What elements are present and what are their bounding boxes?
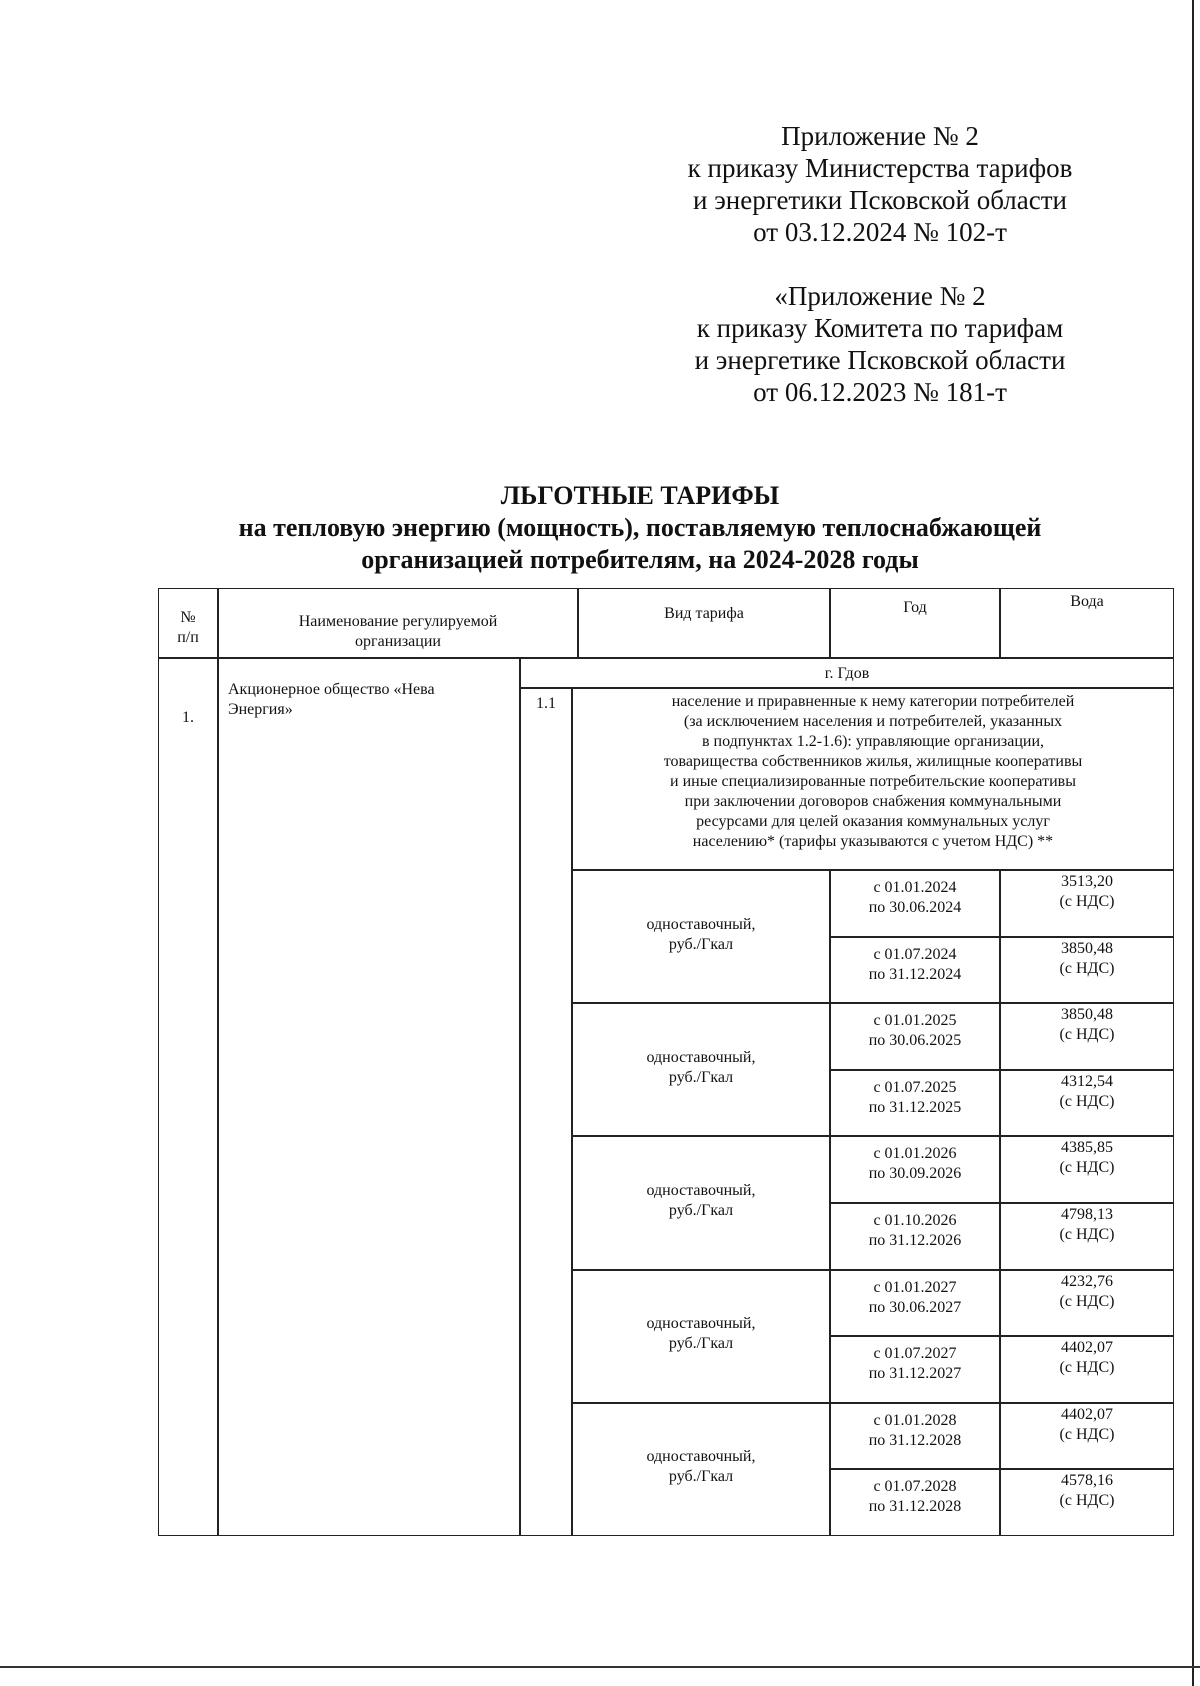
period-line: по 31.12.2028 bbox=[868, 1498, 962, 1516]
appendix-line: Приложение № 2 bbox=[781, 121, 979, 151]
period-line: с 01.07.2027 bbox=[873, 1345, 957, 1363]
tariff-value-line: (с НДС) bbox=[1059, 959, 1115, 977]
tariff-value bbox=[1000, 1338, 1174, 1378]
period-line: с 01.07.2024 bbox=[873, 945, 957, 963]
appendix-line: и энергетики Псковской области bbox=[693, 185, 1067, 215]
tariff-type-line: руб./Гкал bbox=[668, 935, 734, 953]
city-name-line: г. Гдов bbox=[824, 665, 870, 682]
tariff-type-line: одноставочный, bbox=[646, 1182, 756, 1199]
row-number-cell bbox=[158, 658, 218, 1536]
header-number bbox=[158, 608, 218, 648]
title-line: организацией потребителям, на 2024-2028 годы bbox=[361, 545, 919, 574]
tariff-value-line: (с НДС) bbox=[1059, 1026, 1115, 1044]
consumer-category-line: население и приравненные к нему категории потребителей bbox=[671, 693, 1075, 710]
city-name bbox=[520, 664, 1174, 684]
header-organization bbox=[218, 612, 578, 652]
period-line: с 01.10.2026 bbox=[873, 1212, 957, 1229]
tariff-table bbox=[158, 588, 1174, 1536]
document-title bbox=[180, 480, 1100, 576]
row-number bbox=[158, 708, 218, 728]
tariff-value-line: (с НДС) bbox=[1059, 1292, 1115, 1310]
tariff-value-line: 4232,76 bbox=[1061, 1272, 1113, 1290]
title-line: ЛЬГОТНЫЕ ТАРИФЫ bbox=[500, 481, 780, 510]
sub-number bbox=[520, 694, 572, 714]
header-organization-line: Наименование регулируемой bbox=[298, 613, 498, 630]
period-line: по 31.12.2028 bbox=[868, 1431, 962, 1449]
tariff-type-line: руб./Гкал bbox=[668, 1202, 734, 1219]
consumer-category-line: населению* (тарифы указываются с учетом НДС) ** bbox=[692, 833, 1054, 850]
tariff-type bbox=[572, 915, 830, 955]
period-line: по 31.12.2027 bbox=[868, 1365, 962, 1383]
tariff-value-line: 4312,54 bbox=[1061, 1072, 1113, 1090]
sub-number-line: 1.1 bbox=[536, 695, 556, 712]
period-line: с 01.07.2028 bbox=[873, 1478, 957, 1496]
tariff-type-line: одноставочный, bbox=[646, 1048, 756, 1066]
consumer-category-line: и иные специализированные потребительские кооперативы bbox=[670, 773, 1076, 790]
sub-number-cell bbox=[520, 688, 572, 1536]
header-water-line: Вода bbox=[1070, 593, 1104, 610]
period-line: по 30.06.2027 bbox=[868, 1298, 962, 1316]
header-water bbox=[1000, 592, 1174, 612]
tariff-value-line: 3850,48 bbox=[1061, 1006, 1113, 1024]
tariff-value-line: 4385,85 bbox=[1061, 1139, 1113, 1157]
tariff-type-line: руб./Гкал bbox=[668, 1468, 734, 1486]
period bbox=[830, 1411, 1000, 1451]
period-line: с 01.01.2027 bbox=[873, 1278, 957, 1296]
tariff-value-line: 3850,48 bbox=[1061, 939, 1113, 957]
appendix-line: к приказу Министерства тарифов bbox=[687, 153, 1073, 183]
tariff-value-line: 4402,07 bbox=[1061, 1405, 1113, 1423]
tariff-type bbox=[572, 1048, 830, 1088]
header-number-line: п/п bbox=[177, 629, 199, 646]
tariff-type-line: руб./Гкал bbox=[668, 1335, 734, 1353]
tariff-value-line: (с НДС) bbox=[1059, 1159, 1115, 1177]
period bbox=[830, 1477, 1000, 1517]
tariff-value bbox=[1000, 1072, 1174, 1112]
header-organization-line: организации bbox=[355, 633, 441, 650]
organization-name bbox=[228, 680, 516, 720]
tariff-value-line: 4798,13 bbox=[1061, 1206, 1113, 1223]
header-tariff bbox=[578, 604, 830, 624]
tariff-type-line: одноставочный, bbox=[646, 1315, 756, 1333]
header-tariff-line: Вид тарифа bbox=[664, 605, 744, 622]
tariff-type bbox=[572, 1447, 830, 1487]
header-year-line: Год bbox=[903, 599, 927, 616]
appendix-line: «Приложение № 2 bbox=[774, 281, 986, 311]
tariff-value bbox=[1000, 1272, 1174, 1312]
period-line: с 01.01.2028 bbox=[873, 1411, 957, 1429]
tariff-value-line: (с НДС) bbox=[1059, 1226, 1115, 1243]
page-edge bbox=[0, 1666, 1200, 1668]
tariff-value bbox=[1000, 1138, 1174, 1178]
appendix-line: от 03.12.2024 № 102-т bbox=[753, 217, 1007, 247]
appendix-header bbox=[640, 120, 1120, 248]
consumer-category-line: в подпунктах 1.2-1.6): управляющие организации, bbox=[701, 733, 1045, 750]
tariff-value-line: (с НДС) bbox=[1059, 1492, 1115, 1510]
period bbox=[830, 945, 1000, 985]
consumer-category-line: товарищества собственников жилья, жилищные кооперативы bbox=[663, 753, 1083, 770]
tariff-value bbox=[1000, 1205, 1174, 1245]
tariff-value bbox=[1000, 1005, 1174, 1045]
period-line: по 31.12.2025 bbox=[868, 1098, 962, 1116]
header-number-line: № bbox=[180, 609, 196, 626]
appendix-line: от 06.12.2023 № 181-т bbox=[753, 377, 1007, 407]
tariff-value bbox=[1000, 939, 1174, 979]
period-line: по 31.12.2026 bbox=[868, 1232, 962, 1249]
period-line: по 31.12.2024 bbox=[868, 965, 962, 983]
tariff-value-line: (с НДС) bbox=[1059, 893, 1115, 910]
period bbox=[830, 1011, 1000, 1051]
tariff-value-line: 3513,20 bbox=[1061, 873, 1113, 890]
period bbox=[830, 1078, 1000, 1118]
organization-cell bbox=[218, 658, 520, 1536]
tariff-type-line: руб./Гкал bbox=[668, 1068, 734, 1086]
period bbox=[830, 878, 1000, 918]
appendix-line: и энергетике Псковской области bbox=[694, 345, 1066, 375]
organization-name-line: Энергия» bbox=[228, 701, 293, 718]
period-line: с 01.01.2026 bbox=[873, 1145, 957, 1163]
period bbox=[830, 1344, 1000, 1384]
period-line: по 30.06.2024 bbox=[868, 899, 962, 916]
consumer-category bbox=[578, 692, 1168, 852]
page-edge bbox=[1192, 0, 1194, 1686]
appendix-line: к приказу Комитета по тарифам bbox=[696, 313, 1064, 343]
tariff-value-line: 4578,16 bbox=[1061, 1472, 1113, 1490]
previous-appendix-header bbox=[640, 280, 1120, 408]
consumer-category-line: при заключении договоров снабжения коммунальными bbox=[684, 793, 1062, 810]
tariff-value-line: (с НДС) bbox=[1059, 1425, 1115, 1443]
title-line: на тепловую энергию (мощность), поставляемую теплоснабжающей bbox=[238, 513, 1042, 542]
period bbox=[830, 1211, 1000, 1251]
tariff-type-line: одноставочный, bbox=[646, 915, 756, 933]
tariff-value-line: (с НДС) bbox=[1059, 1092, 1115, 1110]
tariff-type bbox=[572, 1314, 830, 1354]
period-line: с 01.07.2025 bbox=[873, 1078, 957, 1096]
row-number-line: 1. bbox=[182, 709, 194, 726]
header-year bbox=[830, 598, 1000, 618]
consumer-category-line: (за исключением населения и потребителей, указанных bbox=[683, 713, 1063, 730]
period-line: по 30.06.2025 bbox=[868, 1032, 962, 1050]
tariff-value bbox=[1000, 1471, 1174, 1511]
tariff-type-line: одноставочный, bbox=[646, 1448, 756, 1466]
tariff-value bbox=[1000, 872, 1174, 912]
period-line: с 01.01.2025 bbox=[873, 1012, 957, 1030]
period-line: с 01.01.2024 bbox=[873, 879, 957, 896]
consumer-category-line: ресурсами для целей оказания коммунальных услуг bbox=[696, 813, 1050, 830]
period-line: по 30.09.2026 bbox=[868, 1165, 962, 1183]
period bbox=[830, 1278, 1000, 1318]
tariff-value bbox=[1000, 1405, 1174, 1445]
tariff-value-line: (с НДС) bbox=[1059, 1359, 1115, 1377]
period bbox=[830, 1144, 1000, 1184]
tariff-type bbox=[572, 1181, 830, 1221]
organization-name-line: Акционерное общество «Нева bbox=[228, 681, 435, 698]
tariff-value-line: 4402,07 bbox=[1061, 1339, 1113, 1357]
